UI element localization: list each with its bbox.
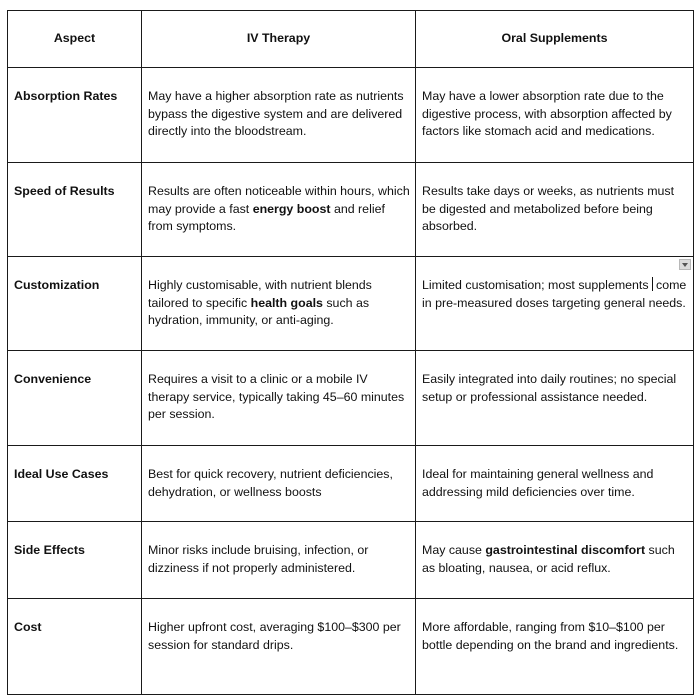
table-row <box>8 522 694 599</box>
iv-cell: Best for quick recovery, nutrient deficiencies, dehydration, or wellness boosts <box>142 446 416 522</box>
iv-text: and relief from symptoms. <box>148 201 385 233</box>
header-oral-supplements: Oral Supplements <box>416 11 694 68</box>
iv-cell: Minor risks include bruising, infection, or dizziness if not properly administered. <box>142 522 416 599</box>
oral-text: come in pre-measured doses targeting general needs. <box>422 278 687 310</box>
aspect-cell: Ideal Use Cases <box>8 446 142 522</box>
iv-cell: Higher upfront cost, averaging $100–$300 per session for standard drips. <box>142 599 416 695</box>
iv-text: Results are often noticeable within hours, which may provide a fast <box>148 184 410 216</box>
table-row <box>8 68 694 163</box>
oral-cell: May have a lower absorption rate due to the digestive process, with absorption affected by factors like stomach acid and medications. <box>416 68 694 163</box>
iv-cell <box>142 257 416 351</box>
iv-cell <box>142 163 416 257</box>
cell-menu-button[interactable] <box>679 259 691 270</box>
header-aspect: Aspect <box>8 11 142 68</box>
oral-text: May cause <box>422 543 486 557</box>
oral-cell: More affordable, ranging from $10–$100 per bottle depending on the brand and ingredients. <box>416 599 694 695</box>
aspect-cell: Customization <box>8 257 142 351</box>
aspect-cell: Convenience <box>8 351 142 446</box>
aspect-cell: Side Effects <box>8 522 142 599</box>
iv-cell: May have a higher absorption rate as nutrients bypass the digestive system and are delivered directly into the bloodstream. <box>142 68 416 163</box>
oral-bold-text: gastrointestinal discomfort <box>485 543 646 557</box>
oral-cell: Results take days or weeks, as nutrients must be digested and metabolized before being absorbed. <box>416 163 694 257</box>
oral-cell <box>416 522 694 599</box>
table-row <box>8 163 694 257</box>
oral-text: Limited customisation; most supplements <box>422 278 649 292</box>
iv-bold-text: health goals <box>250 295 323 310</box>
oral-cell[interactable] <box>416 257 694 351</box>
table-row <box>8 446 694 522</box>
oral-cell: Ideal for maintaining general wellness and addressing mild deficiencies over time. <box>416 446 694 522</box>
aspect-cell: Speed of Results <box>8 163 142 257</box>
table-row <box>8 257 694 351</box>
table-row <box>8 599 694 695</box>
aspect-cell: Absorption Rates <box>8 68 142 163</box>
iv-text: Highly customisable, with nutrient blends tailored to specific <box>148 278 372 310</box>
header-iv-therapy: IV Therapy <box>142 11 416 68</box>
oral-text: such as bloating, nausea, or acid reflux. <box>422 543 675 575</box>
header-row <box>8 11 694 68</box>
iv-cell: Requires a visit to a clinic or a mobile IV therapy service, typically taking 45–60 minutes per session. <box>142 351 416 446</box>
iv-text: such as hydration, immunity, or anti-aging. <box>148 295 370 327</box>
aspect-cell: Cost <box>8 599 142 695</box>
table-row <box>8 351 694 446</box>
iv-bold-text: energy boost <box>252 201 331 216</box>
oral-cell: Easily integrated into daily routines; no special setup or professional assistance needed. <box>416 351 694 446</box>
comparison-table <box>7 10 694 695</box>
